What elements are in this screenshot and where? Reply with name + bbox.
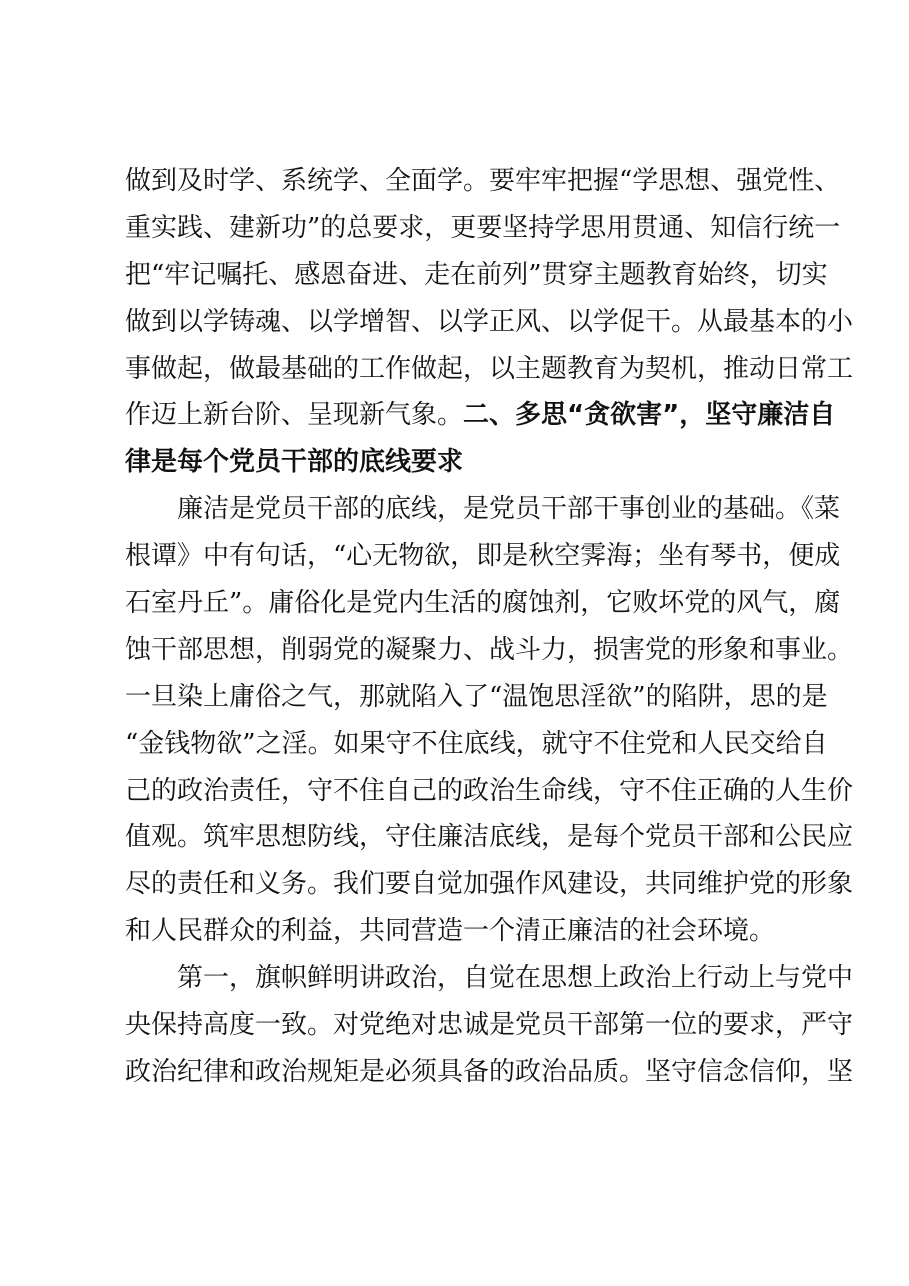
paragraph-2-line-10: 和人民群众的利益，共同营造一个清正廉洁的社会环境。 <box>125 916 776 947</box>
paragraph-2-line-5: 一旦染上庸俗之气，那就陷入了“温饱思淫欲”的陷阱，思的是 <box>125 681 828 712</box>
paragraph-2-line-4: 蚀干部思想，削弱党的凝聚力、战斗力，损害党的形象和事业。 <box>125 634 854 665</box>
paragraph-1-line-2: 重实践、建新功”的总要求，更要坚持学思用贯通、知信行统一 <box>125 212 841 243</box>
paragraph-3-line-3: 政治纪律和政治规矩是必须具备的政治品质。坚守信念信仰，坚 <box>125 1056 854 1087</box>
paragraph-3-line-2: 央保持高度一致。对党绝对忠诚是党员干部第一位的要求，严守 <box>125 1010 854 1041</box>
section-heading-part-2: 律是每个党员干部的底线要求 <box>125 447 464 478</box>
paragraph-2-line-6: “金钱物欲”之淫。如果守不住底线，就守不住党和人民交给自 <box>125 728 828 759</box>
paragraph-2-line-3: 石室丹丘”。庸俗化是党内生活的腐蚀剂，它败坏党的风气，腐 <box>125 588 841 619</box>
paragraph-2-line-8: 值观。筑牢思想防线，守住廉洁底线，是每个党员干部和公民应 <box>125 822 854 853</box>
paragraph-1-line-6-text: 作迈上新台阶、呈现新气象。 <box>125 400 464 431</box>
paragraph-3-line-1: 第一，旗帜鲜明讲政治，自觉在思想上政治上行动上与党中 <box>177 963 854 994</box>
paragraph-1-line-6 <box>125 392 836 439</box>
paragraph-2-line-2: 根谭》中有句话，“心无物欲，即是秋空霁海；坐有琴书，便成 <box>125 541 841 572</box>
paragraph-1-line-4: 做到以学铸魂、以学增智、以学正风、以学促干。从最基本的小 <box>125 306 854 337</box>
section-heading-part-1: 二、多思“贪欲害”，坚守廉洁自 <box>463 400 836 431</box>
paragraph-2-line-7: 己的政治责任，守不住自己的政治生命线，守不住正确的人生价 <box>125 775 854 806</box>
paragraph-1-line-5: 事做起，做最基础的工作做起，以主题教育为契机，推动日常工 <box>125 353 854 384</box>
paragraph-2-line-9: 尽的责任和义务。我们要自觉加强作风建设，共同维护党的形象 <box>125 869 854 900</box>
document-body <box>125 158 854 1096</box>
paragraph-1-line-3: 把“牢记嘱托、感恩奋进、走在前列”贯穿主题教育始终，切实 <box>125 259 828 290</box>
paragraph-1-line-1: 做到及时学、系统学、全面学。要牢牢把握“学思想、强党性、 <box>125 166 841 196</box>
paragraph-2-line-1: 廉洁是党员干部的底线，是党员干部干事创业的基础。《菜 <box>177 494 841 525</box>
